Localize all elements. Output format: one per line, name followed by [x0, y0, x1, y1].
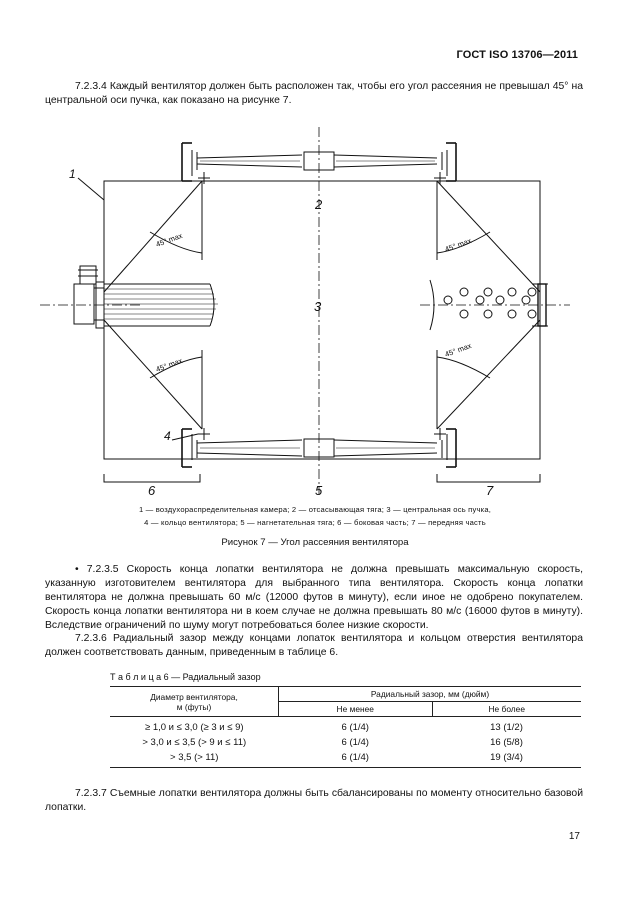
cell-max: 19 (3/4) [432, 750, 581, 768]
cell-min: 6 (1/4) [341, 722, 369, 733]
label-7: 7 [486, 483, 494, 498]
cell-max: 13 (1/2) [490, 722, 523, 733]
cell-diameter: > 3,0 и ≤ 3,5 (> 9 и ≤ 11) [142, 737, 247, 748]
col-diameter-header-line-1: Диаметр вентилятора, [150, 691, 238, 702]
cell-diameter: ≥ 1,0 и ≤ 3,0 (≥ 3 и ≤ 9) [144, 722, 244, 733]
radial-clearance-table [110, 686, 581, 768]
tube-bundle-left [74, 266, 218, 328]
cell-min: 6 (1/4) [341, 737, 369, 748]
table-row [110, 750, 581, 768]
cell-max: 16 (5/8) [490, 737, 523, 748]
col-max-header: Не более [432, 702, 581, 717]
angle-label-bottom-right: 45° max [443, 340, 473, 359]
figure-caption: Рисунок 7 — Угол рассеяния вентилятора [221, 537, 409, 548]
label-5: 5 [315, 483, 323, 498]
table-caption: Т а б л и ц а 6 — Радиальный зазор [110, 672, 261, 682]
table-row [110, 717, 581, 736]
angle-label-top-right: 45° max [443, 235, 473, 254]
label-6: 6 [148, 483, 156, 498]
figure-legend-line-2: 4 — кольцо вентилятора; 5 — нагнетательная тяга; 6 — боковая часть; 7 — передняя часть [144, 518, 486, 527]
col-min-header: Не менее [279, 702, 433, 717]
col-diameter-header [110, 687, 279, 717]
cell-diameter: > 3,5 (> 11) [110, 750, 279, 768]
table-row [110, 735, 581, 750]
paragraph-7-2-3-5: • 7.2.3.5 Скорость конца лопатки вентилятора не должна превышать максимальную скорость, указанную изготовителем вентилятора для выбранного типа вентилятора. Скорость конца лопатки вентилятора не должна превышать 60 м/с (12000 футов в минуту), если иное не одобрено покупателем. Скорость конца лопатки вентилятора ни в коем случае не должна превышать 80 м/с (16000 футов в минуту). Вследствие ограничений по шуму могут потребоваться более низкие скорости. [45, 564, 583, 631]
label-2: 2 [315, 197, 323, 212]
document-header: ГОСТ ISO 13706—2011 [456, 49, 578, 61]
paragraph-7-2-3-4: 7.2.3.4 Каждый вентилятор должен быть расположен так, чтобы его угол рассеяния не превышал 45° на центральной оси пучка, как показано на рисунке 7. [45, 81, 583, 106]
angle-label-top-left: 45° max [154, 230, 184, 249]
col-diameter-header-line-2: м (футы) [176, 701, 212, 712]
figure-legend [45, 503, 585, 529]
label-3: 3 [314, 299, 322, 314]
paragraph-7-2-3-7: 7.2.3.7 Съемные лопатки вентилятора должны быть сбалансированы по моменту относительно базовой лопатки. [45, 788, 583, 813]
col-group-header: Радиальный зазор, мм (дюйм) [279, 687, 582, 702]
figure-legend-line-1: 1 — воздухораспределительная камера; 2 — отсасывающая тяга; 3 — центральная ось пучка, [138, 505, 492, 514]
label-1: 1 [69, 167, 76, 181]
page-number: 17 [568, 831, 580, 842]
plenum-outline [104, 181, 540, 459]
cell-min: 6 (1/4) [279, 750, 433, 768]
label-4: 4 [164, 429, 171, 443]
paragraph-7-2-3-6: 7.2.3.6 Радиальный зазор между концами лопаток вентилятора и кольцом отверстия вентилятора должен соответствовать данным, приведенным в таблице 6. [45, 633, 583, 658]
angle-label-bottom-left: 45° max [154, 355, 184, 374]
